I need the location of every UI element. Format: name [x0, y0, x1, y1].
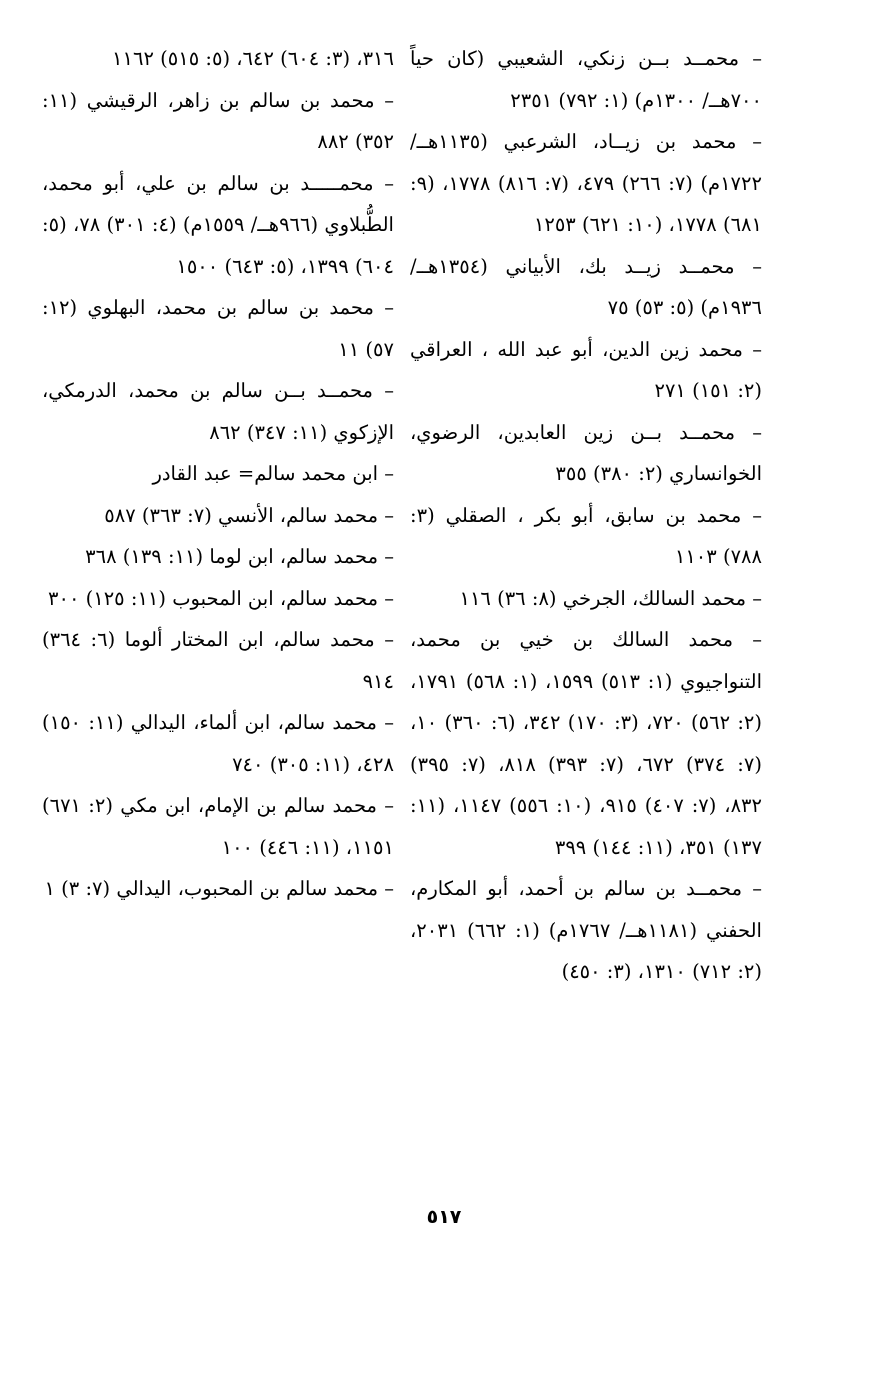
- index-entry: – محمد السالك بن خيي بن محمد، التنواجيوي (١: ٥١٣) ١٥٩٩، (١: ٥٦٨) ١٧٩١، (٢: ٥٦٢) ٧٢٠، (٣: ١٧٠) ٣٤٢، (٦: ٣٦٠) ١٠، (٧: ٣٧٤) ٦٧٢، (٧: ٣٩٣) ٨١٨، (٧: ٣٩٥) ٨٣٢، (٧: ٤٠٧) ٩١٥، (١٠: ٥٥٦) ١١٤٧، (١١: ١٣٧) ٣٥١، (١١: ١٤٤) ٣٩٩: [410, 628, 763, 859]
- index-entry: – محمد زين الدين، أبو عبد الله ، العراقي (٢: ١٥١) ٢٧١: [410, 337, 762, 402]
- index-entry: – محمد بن سابق، أبو بكر ، الصقلي (٣: ٧٨٨) ١١٠٣: [410, 503, 762, 568]
- index-entry: – محمد سالم، ابن المحبوب (١١: ١٢٥) ٣٠٠: [48, 586, 394, 610]
- index-entry: – محمد سالم بن المحبوب، اليدالي (٧: ٣) ١: [44, 877, 394, 900]
- index-column-right: [410, 38, 762, 993]
- index-entry: – محمد بن سالم بن زاهر، الرقيشي (١١: ٣٥٢) ٨٨٢: [42, 88, 394, 153]
- index-column-left: [42, 38, 394, 910]
- page-number: ٥١٧: [426, 1206, 462, 1228]
- index-entry: – ابن محمد سالم= عبد القادر: [152, 462, 394, 485]
- index-entry: – محمد سالم بن الإمام، ابن مكي (٢: ٦٧١) ١١٥١، (١١: ٤٤٦) ١٠٠: [42, 794, 394, 859]
- index-entry: – محمــد بــن زنكي، الشعيبي (كان حياً ٧٠٠هــ/ ١٣٠٠م) (١: ٧٩٢) ٢٣٥١: [410, 47, 762, 112]
- index-entry: – محمـــــد بن سالم بن علي، أبو محمد، الطُّبلاوي (٩٦٦هــ/ ١٥٥٩م) (٤: ٣٠١) ٧٨، (٥: ٦٠٤) ١٣٩٩، (٥: ٦٤٣) ١٥٠٠: [42, 171, 394, 278]
- index-entry: – محمــد بــن سالم بن محمد، الدرمكي، الإزكوي (١١: ٣٤٧) ٨٦٢: [42, 379, 394, 444]
- index-entry: – محمد سالم، ابن ألماء، اليدالي (١١: ١٥٠) ٤٢٨، (١١: ٣٠٥) ٧٤٠: [42, 711, 394, 776]
- index-entry: – محمد بن سالم بن محمد، البهلوي (١٢: ٥٧) ١١: [42, 296, 394, 361]
- index-entry: – محمد سالم، ابن لوما (١١: ١٣٩) ٣٦٨: [85, 545, 394, 568]
- index-entry: – محمد سالم، الأنسي (٧: ٣٦٣) ٥٨٧: [104, 503, 394, 527]
- index-entry: – محمــد بن سالم بن أحمد، أبو المكارم، الحفني (١١٨١هــ/ ١٧٦٧م) (١: ٦٦٢) ٢٠٣١، (٢: ٧١٢) ١٣١٠، (٣: ٤٥٠): [410, 877, 762, 983]
- index-entry-continuation: ٣١٦، (٣: ٦٠٤) ٦٤٢، (٥: ٥١٥) ١١٦٢: [112, 47, 394, 70]
- index-entry: – محمد السالك، الجرخي (٨: ٣٦) ١١٦: [459, 586, 762, 610]
- index-entry: – محمد سالم، ابن المختار ألوما (٦: ٣٦٤) ٩١٤: [42, 628, 394, 693]
- index-entry: – محمد بن زيــاد، الشرعبي (١١٣٥هــ/ ١٧٢٢م) (٧: ٢٦٦) ٤٧٩، (٧: ٨١٦) ١٧٧٨، (٩: ٦٨١) ١٧٧٨، (١٠: ٦٢١) ١٢٥٣: [410, 130, 762, 236]
- index-entry: – محمــد بــن زين العابدين، الرضوي، الخوانساري (٢: ٣٨٠) ٣٥٥: [410, 420, 762, 485]
- index-entry: – محمــد زيــد بك، الأبياني (١٣٥٤هــ/ ١٩٣٦م) (٥: ٥٣) ٧٥: [410, 254, 762, 319]
